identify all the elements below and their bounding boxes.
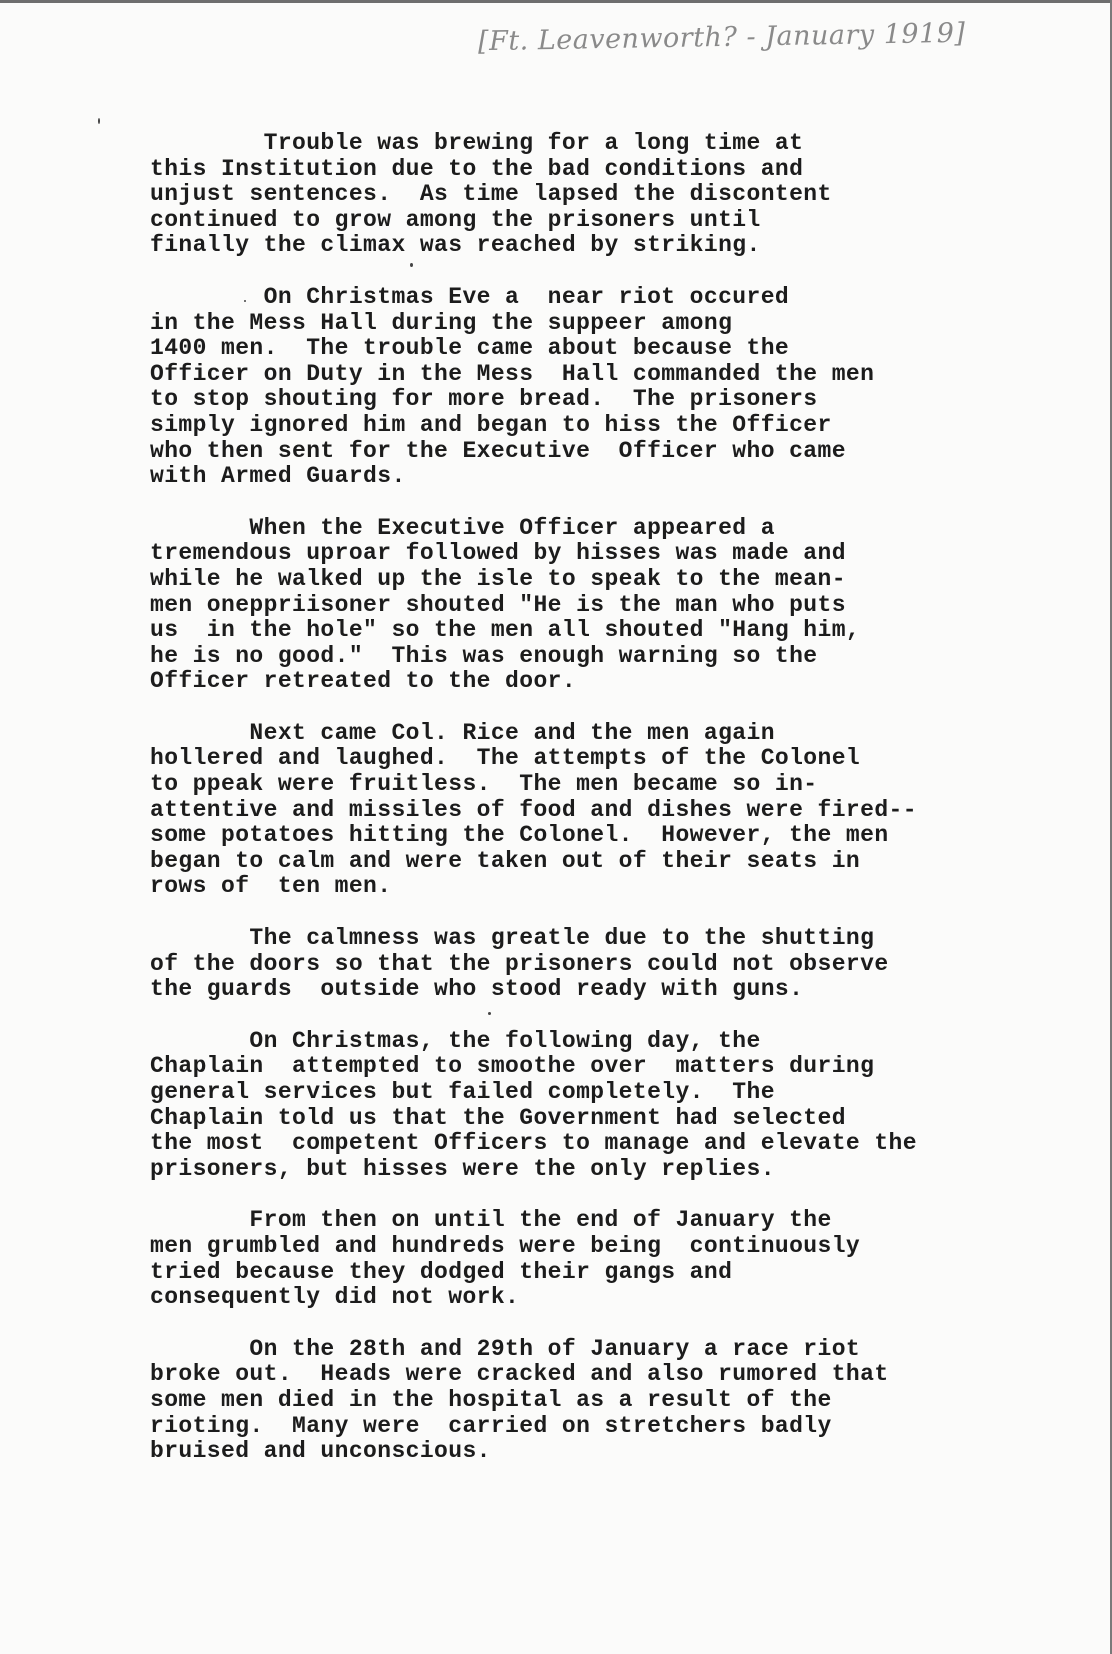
text-line: in the Mess Hall during the suppeer among [150, 309, 733, 336]
text-line: On Christmas Eve a near riot occured [150, 283, 790, 310]
text-line: hollered and laughed. The attempts of the Colonel [150, 745, 861, 772]
text-line: Officer retreated to the door. [150, 668, 577, 695]
text-line: men oneppriisoner shouted "He is the man who puts [150, 591, 846, 618]
text-line: he is no good." This was enough warning so the [150, 642, 818, 669]
text-line: while he walked up the isle to speak to the mean- [150, 565, 846, 592]
paragraph [150, 926, 1010, 1003]
scan-frame-top-edge [0, 0, 1112, 3]
text-line: When the Executive Officer appeared a [150, 514, 775, 541]
paragraph [150, 285, 1010, 490]
text-line: prisoners, but hisses were the only replies. [150, 1155, 775, 1182]
text-line: The calmness was greatle due to the shutting [150, 925, 875, 952]
text-line: tried because they dodged their gangs and [150, 1258, 733, 1285]
paragraph [150, 1337, 1010, 1465]
paragraph [150, 1029, 1010, 1183]
text-line: some potatoes hitting the Colonel. However, the men [150, 822, 889, 849]
text-line: this Institution due to the bad conditions and [150, 155, 804, 182]
text-line: From then on until the end of January the [150, 1207, 832, 1234]
text-line: 1400 men. The trouble came about because the [150, 335, 790, 362]
text-line: bruised and unconscious. [150, 1438, 491, 1465]
paragraph [150, 1208, 1010, 1310]
text-line: to stop shouting for more bread. The prisoners [150, 386, 818, 413]
text-line: to ppeak were fruitless. The men became so in- [150, 771, 818, 798]
text-line: Chaplain told us that the Government had selected [150, 1104, 846, 1131]
text-line: of the doors so that the prisoners could not observe [150, 950, 889, 977]
text-line: began to calm and were taken out of their seats in [150, 847, 861, 874]
text-line: Next came Col. Rice and the men again [150, 719, 775, 746]
paragraph [150, 131, 1010, 259]
text-line: rioting. Many were carried on stretchers badly [150, 1412, 832, 1439]
text-line: continued to grow among the prisoners until [150, 206, 761, 233]
paragraph [150, 721, 1010, 900]
text-line: finally the climax was reached by striking. [150, 232, 761, 259]
text-line: attentive and missiles of food and dishes were fired-- [150, 796, 917, 823]
text-line: consequently did not work. [150, 1284, 520, 1311]
text-line: broke out. Heads were cracked and also rumored that [150, 1361, 889, 1388]
text-line: with Armed Guards. [150, 463, 406, 490]
text-line: On the 28th and 29th of January a race riot [150, 1335, 861, 1362]
text-line: Chaplain attempted to smoothe over matters during [150, 1053, 875, 1080]
text-line: men grumbled and hundreds were being continuously [150, 1232, 861, 1259]
document-body [150, 131, 1010, 1491]
text-line: some men died in the hospital as a result of the [150, 1386, 832, 1413]
handwritten-annotation: [Ft. Leavenworth? - January 1919] [477, 17, 966, 58]
text-line: us in the hole" so the men all shouted "Hang him, [150, 617, 861, 644]
text-line: who then sent for the Executive Officer who came [150, 437, 846, 464]
text-line: tremendous uproar followed by hisses was made and [150, 540, 846, 567]
paragraph [150, 516, 1010, 695]
text-line: the guards outside who stood ready with guns. [150, 976, 804, 1003]
text-line: the most competent Officers to manage and elevate the [150, 1130, 917, 1157]
text-line: Officer on Duty in the Mess Hall commanded the men [150, 360, 875, 387]
text-line: On Christmas, the following day, the [150, 1027, 761, 1054]
text-line: general services but failed completely. The [150, 1079, 775, 1105]
text-line: unjust sentences. As time lapsed the discontent [150, 181, 832, 208]
text-line: Trouble was brewing for a long time at [150, 130, 804, 156]
text-line: rows of ten men. [150, 873, 392, 900]
text-line: simply ignored him and began to hiss the Officer [150, 411, 832, 438]
paper-speck [98, 118, 100, 124]
